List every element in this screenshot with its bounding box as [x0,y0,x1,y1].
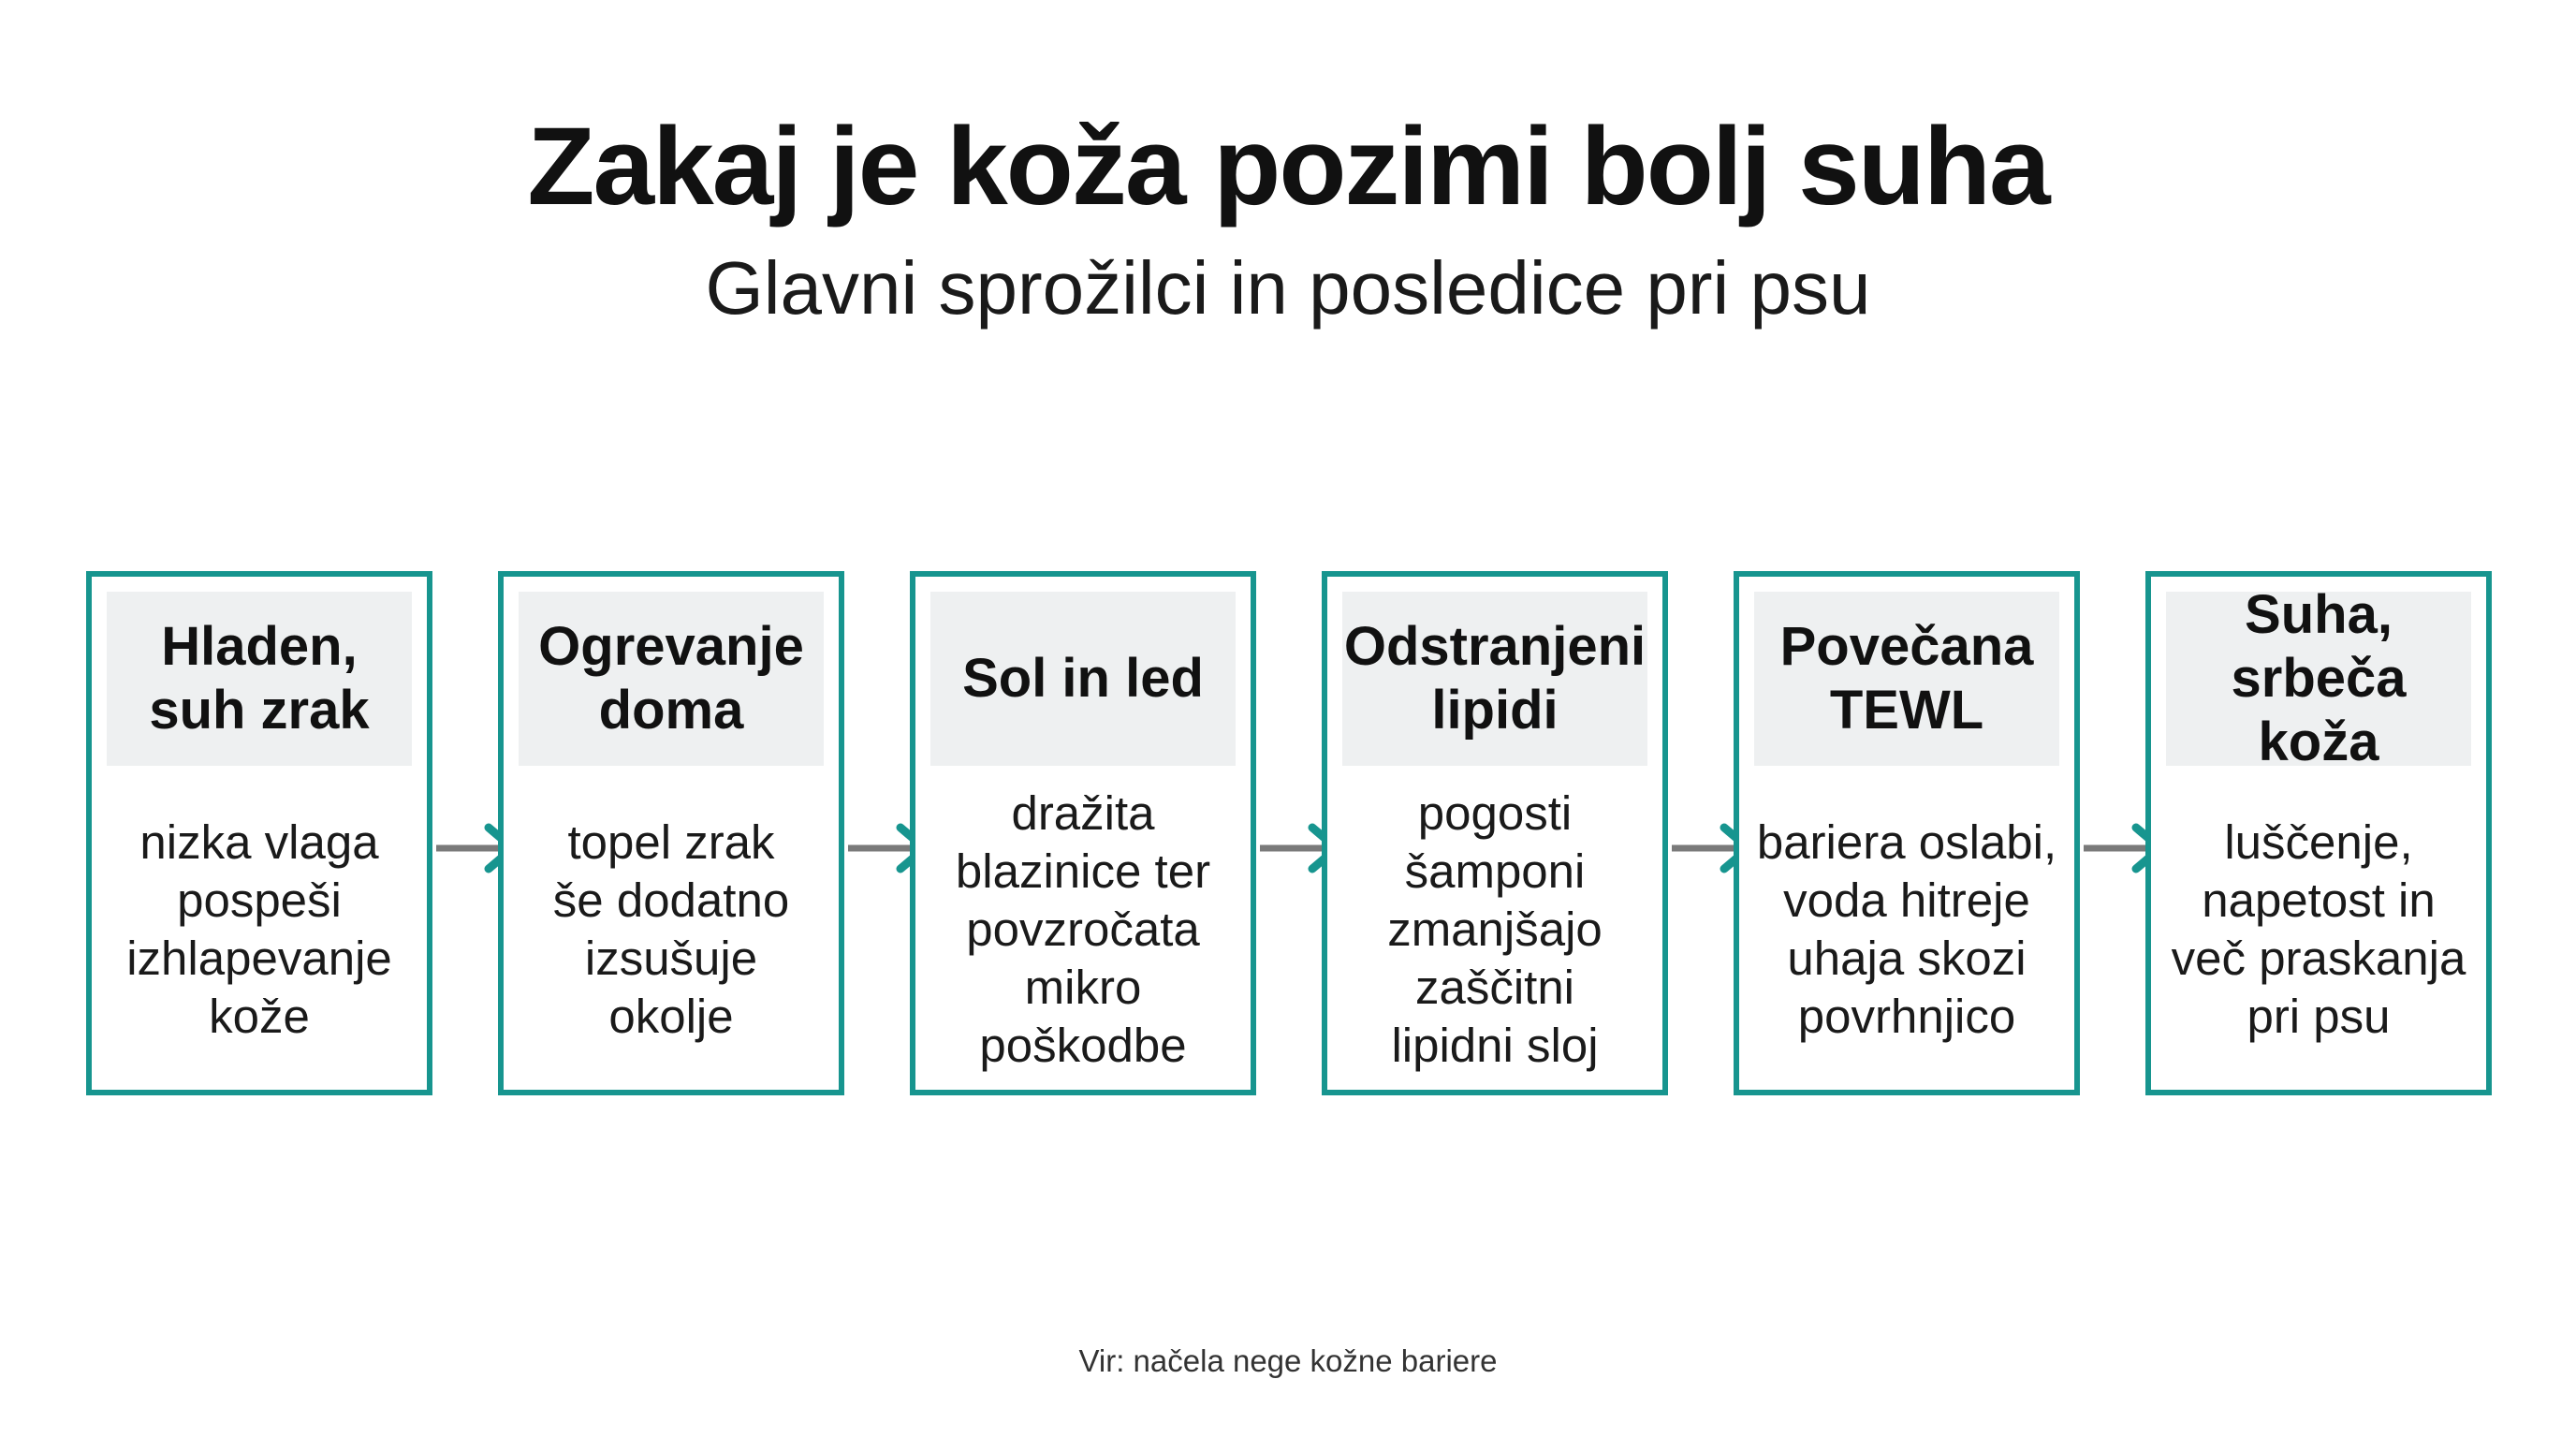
source-note: Vir: načela nege kožne bariere [1078,1343,1498,1378]
step-title: Odstranjeni lipidi [1342,592,1647,766]
diagram-title: Zakaj je koža pozimi bolj suha [527,105,2049,228]
step-salt-and-ice [910,571,1256,1095]
step-title: Ogrevanje doma [519,592,824,766]
step-description: pogosti šamponi zmanjšajo zaščitni lipidni sloj [1387,786,1603,1072]
step-description: nizka vlaga pospeši izhlapevanje kože [126,815,392,1043]
step-home-heating [498,571,844,1095]
step-cold-dry-air [86,571,432,1095]
step-description: dražita blazinice ter povzročata mikro poškodbe [955,786,1211,1072]
step-removed-lipids [1322,571,1668,1095]
step-title: Povečana TEWL [1754,592,2059,766]
step-description: luščenje, napetost in več praskanja pri psu [2171,815,2466,1043]
step-dry-itchy-skin [2145,571,2492,1095]
step-description: bariera oslabi, voda hitreje uhaja skozi povrhnjico [1756,815,2057,1043]
diagram-subtitle: Glavni sprožilci in posledice pri psu [705,246,1871,330]
step-title: Sol in led [930,592,1236,766]
step-title: Hladen, suh zrak [107,592,412,766]
step-title: Suha, srbeča koža [2166,592,2471,766]
step-description: topel zrak še dodatno izsušuje okolje [552,815,790,1043]
step-increased-tewl [1734,571,2080,1095]
